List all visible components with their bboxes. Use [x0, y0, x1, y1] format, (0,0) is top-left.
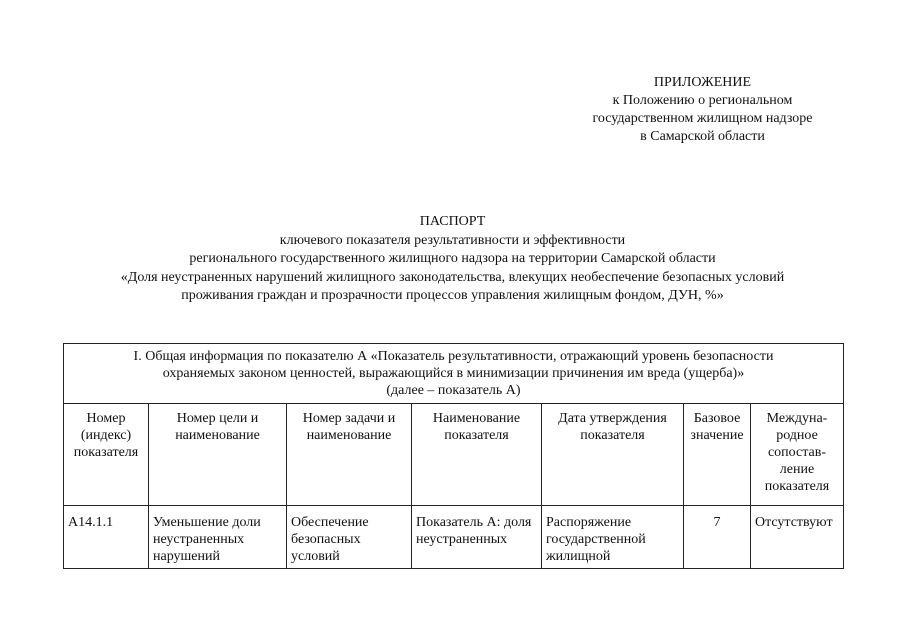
passport-subtitle: ключевого показателя результативности и эффективности [279, 232, 626, 248]
header-task: Номер задачи и наименование [287, 404, 412, 506]
section-row [64, 344, 844, 404]
header-international: Междуна-родное сопостав-ление показателя [751, 404, 844, 506]
header-base-value: Базовое значение [684, 404, 751, 506]
header-date: Дата утверждения показателя [542, 404, 684, 506]
cell-goal: Уменьшение доли неустраненных нарушений [149, 506, 287, 569]
passport-subtitle: регионального государственного жилищного надзора на территории Самарской области [189, 251, 716, 266]
cell-task: Обеспечение безопасных условий [287, 506, 412, 569]
appendix-line: государственном жилищном надзоре [592, 111, 813, 126]
appendix-line: к Положению о региональном [612, 93, 793, 108]
appendix-line: в Самарской области [640, 129, 765, 144]
cell-international: Отсутствуют [751, 506, 844, 569]
section-heading-line: I. Общая информация по показателю А «Показатель результативности, отражающий уровень безопасности [133, 349, 774, 364]
table-row [64, 506, 844, 569]
appendix-header [560, 74, 845, 146]
cell-name: Показатель А: доля неустраненных [412, 506, 542, 569]
header-name: Наименование показателя [412, 404, 542, 506]
cell-date: Распоряжение государственной жилищной [542, 506, 684, 569]
header-index: Номер (индекс) показателя [64, 404, 149, 506]
appendix-title: ПРИЛОЖЕНИЕ [653, 75, 752, 90]
header-row [64, 404, 844, 506]
section-heading-line: (далее – показатель А) [386, 383, 521, 398]
section-heading-line: охраняемых законом ценностей, выражающийся в минимизации причинения им вреда (ущерба)» [162, 366, 745, 381]
passport-title-block [60, 213, 845, 306]
section-heading [64, 344, 844, 404]
passport-subtitle: проживания граждан и прозрачности процессов управления жилищным фондом, ДУН, %» [181, 288, 724, 303]
cell-index: А14.1.1 [64, 506, 149, 569]
passport-title: ПАСПОРТ [419, 214, 486, 229]
cell-base-value: 7 [684, 506, 751, 569]
passport-subtitle: «Доля неустраненных нарушений жилищного законодательства, влекущих необеспечение безопасных условий [120, 269, 785, 285]
header-goal: Номер цели и наименование [149, 404, 287, 506]
indicator-table [63, 343, 844, 569]
